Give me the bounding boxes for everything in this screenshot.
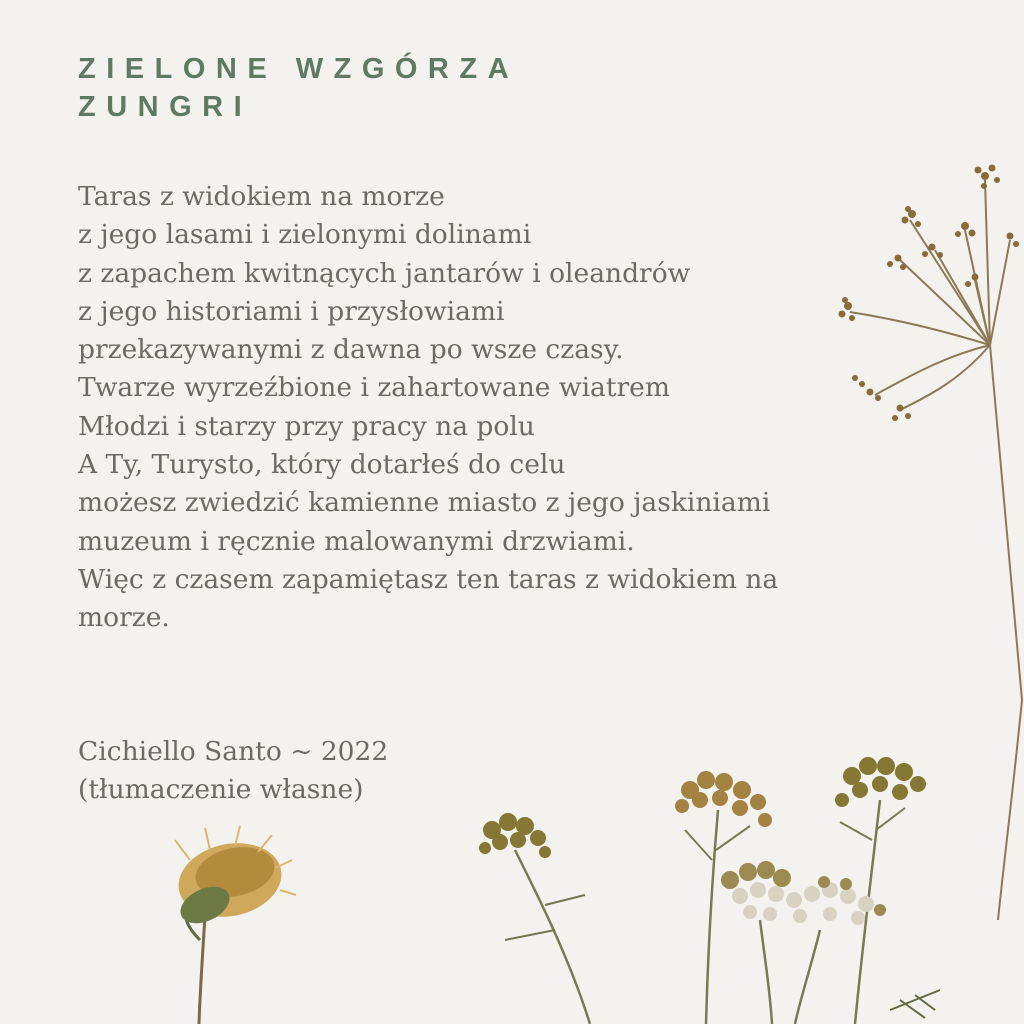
subtitle-line: ZUNGRI — [78, 91, 253, 123]
author-line: Cichiello Santo ~ 2022 — [78, 736, 389, 767]
pressed-daisy-icon — [172, 826, 296, 1024]
poem-line: możesz zwiedzić kamienne miasto z jego jaskiniami — [78, 487, 771, 519]
poem-line: morze. — [78, 602, 170, 634]
poem-line: Więc z czasem zapamiętasz ten taras z widokiem na — [78, 563, 779, 595]
poem-credit — [78, 733, 388, 810]
poem-line: muzeum i ręcznie malowanymi drzwiami. — [78, 525, 635, 557]
poem-line: z zapachem kwitnących jantarów i oleandrów — [78, 257, 691, 289]
title-line: ZIELONE WZGÓRZA — [78, 53, 520, 85]
yarrow-flower-icon — [721, 861, 940, 1024]
poem-line: A Ty, Turysto, który dotarłeś do celu — [78, 449, 566, 481]
poem-line: Taras z widokiem na morze — [78, 181, 445, 212]
poem-title — [78, 50, 519, 126]
poem-body — [78, 178, 948, 638]
poem-line: Młodzi i starzy przy pracy na polu — [78, 410, 535, 442]
poem-line: z jego lasami i zielonymi dolinami — [78, 219, 532, 251]
poem-line: z jego historiami i przysłowiami — [78, 295, 505, 327]
poem-line: Twarze wyrzeźbione i zahartowane wiatrem — [78, 372, 670, 404]
translation-note: (tłumaczenie własne) — [78, 774, 364, 806]
poem-line: przekazywanymi z dawna po wsze czasy. — [78, 334, 624, 366]
yarrow-flower-icon — [479, 813, 590, 1024]
